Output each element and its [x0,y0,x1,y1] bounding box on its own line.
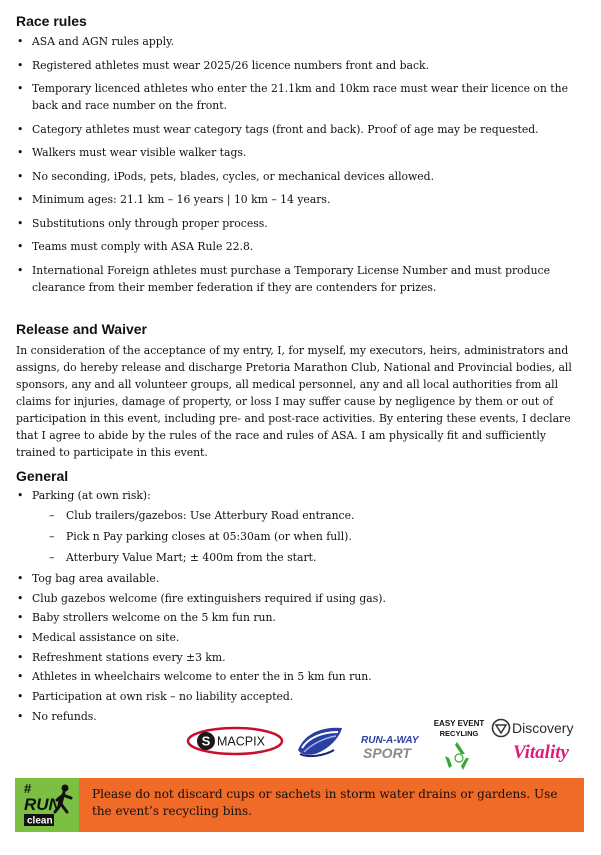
sponsor-logos [0,714,601,776]
sub-list-item: – Atterbury Value Mart; ± 400m from the start. [32,549,584,566]
list-item: • Teams must comply with ASA Rule 22.8. [16,238,584,255]
list-item: • Refreshment stations every ±3 km. [16,649,584,666]
waiver-text: In consideration of the acceptance of my entry, I, for myself, my executors, heirs, administrators and assigns, do hereby release and discharge Pretoria Marathon Club, National and Provincial bodies, all sponsors, any and all volunteer groups, all medical personnel, any and all local authorities from all claims for injuries, damage of property, or loss I may suffer cause by negligence by them or out of participation in this event, including pre- and post-race activities. By entering these events, I declare that I agree to abide by the rules of the race and rules of ASA. I am physically fit and sufficiently trained to participate in this event. [16,344,572,459]
run-text: RUN [24,795,61,814]
race-rules-list [16,33,584,302]
vitality-text: Vitality [513,742,569,763]
waiver-heading: Release and Waiver [16,321,147,337]
hash-text: # [24,781,32,796]
list-item: • Participation at own risk – no liability accepted. [16,688,584,705]
general-list [16,487,584,728]
discovery-text: Discovery [512,720,574,736]
smacpix-logo [186,726,284,756]
runaway-sport-logo [358,731,424,761]
list-item: • International Foreign athletes must purchase a Temporary License Number and must produce clearance from their member federation if they are contenders for prizes. [16,262,584,296]
list-item: • Baby strollers welcome on the 5 km fun run. [16,609,584,626]
parking-sublist [32,507,584,566]
smacpix-text: MACPIX [217,734,265,749]
sub-list-item: – Club trailers/gazebos: Use Atterbury Road entrance. [32,507,584,524]
sub-list-item: – Pick n Pay parking closes at 05:30am (or when full). [32,528,584,545]
runner-icon [55,785,71,813]
list-item: • Registered athletes must wear 2025/26 licence numbers front and back. [16,57,584,74]
list-item: • Athletes in wheelchairs welcome to enter the in 5 km fun run. [16,668,584,685]
recyling-text: RECYLING [439,729,479,738]
discovery-icon [493,720,510,737]
easy-event-recycling-logo [430,717,488,775]
list-item: • Tog bag area available. [16,570,584,587]
list-item: • Category athletes must wear category tags (front and back). Proof of age may be requested. [16,121,584,138]
sport-text: SPORT [363,745,411,761]
list-item: • Medical assistance on site. [16,629,584,646]
banner-message: Please do not discard cups or sachets in storm water drains or gardens. Use the event’s recycling bins. [92,787,558,818]
discovery-vitality-logo [491,717,583,773]
run-clean-logo [15,778,79,832]
clean-text: clean [27,815,53,827]
list-item: • ASA and AGN rules apply. [16,33,584,50]
list-item: • Temporary licenced athletes who enter the 21.1km and 10km race must wear their licence on the back and race number on the front. [16,80,584,114]
race-rules-heading: Race rules [16,13,87,29]
list-item: • Minimum ages: 21.1 km – 16 years | 10 km – 14 years. [16,191,584,208]
runaway-text: RUN-A-WAY [361,735,419,746]
parking-label: Parking (at own risk): [32,489,151,502]
recycling-banner [15,778,584,832]
list-item-parking [16,487,584,566]
smacpix-s: S [201,733,211,749]
club-shoe-logo [294,722,346,760]
general-heading: General [16,468,69,484]
easy-event-text: EASY EVENT [433,719,485,728]
list-item: • Walkers must wear visible walker tags. [16,144,584,161]
list-item: • No refunds. [16,708,584,725]
list-item: • No seconding, iPods, pets, blades, cycles, or mechanical devices allowed. [16,168,584,185]
list-item: • Club gazebos welcome (fire extinguishers required if using gas). [16,590,584,607]
list-item: • Substitutions only through proper process. [16,215,584,232]
